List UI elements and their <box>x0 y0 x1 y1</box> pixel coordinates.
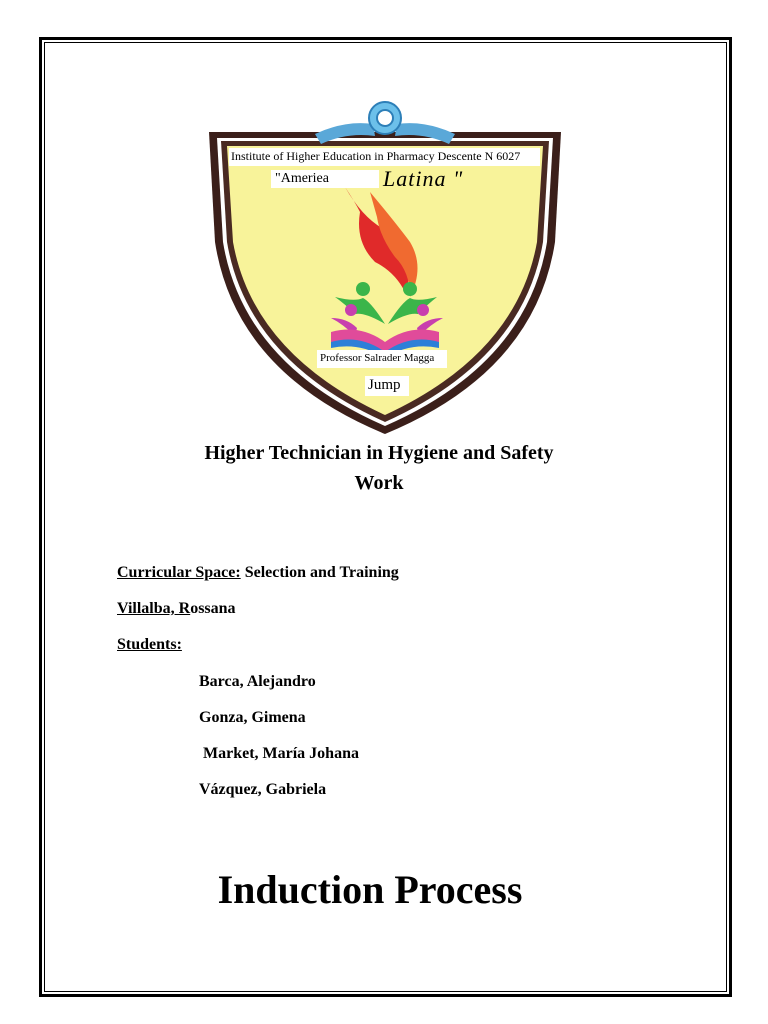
crest-latina-text: Latina " <box>383 166 464 191</box>
teacher-name-rest: ossana <box>190 600 236 617</box>
student-name: Gonza, Gimena <box>199 709 306 726</box>
student-name: Barca, Alejandro <box>199 673 316 690</box>
document-title: Induction Process <box>217 867 523 912</box>
curricular-space-line <box>117 564 399 582</box>
crest-institute-name: Institute of Higher Education in Pharmacy Descente N 6027 <box>229 148 540 166</box>
student-name: Market, María Johana <box>203 745 359 762</box>
institution-crest <box>205 92 565 437</box>
students-heading <box>117 636 182 654</box>
curricular-space-label: Curricular Space: <box>117 564 241 581</box>
curricular-space-value: Selection and Training <box>240 564 399 581</box>
program-title <box>140 438 618 498</box>
students-label: Students: <box>117 636 182 653</box>
teacher-line <box>117 600 236 618</box>
program-title-line-1: Higher Technician in Hygiene and Safety <box>204 442 554 464</box>
student-name: Vázquez, Gabriela <box>199 781 327 798</box>
crest-america-text: "Ameriea <box>271 170 379 188</box>
teacher-name-underlined: Villalba, R <box>117 600 191 617</box>
program-title-line-2: Work <box>354 472 404 494</box>
crest-professor-name: Professor Salrader Magga <box>317 350 447 368</box>
crest-jump-text: Jump <box>365 376 409 396</box>
